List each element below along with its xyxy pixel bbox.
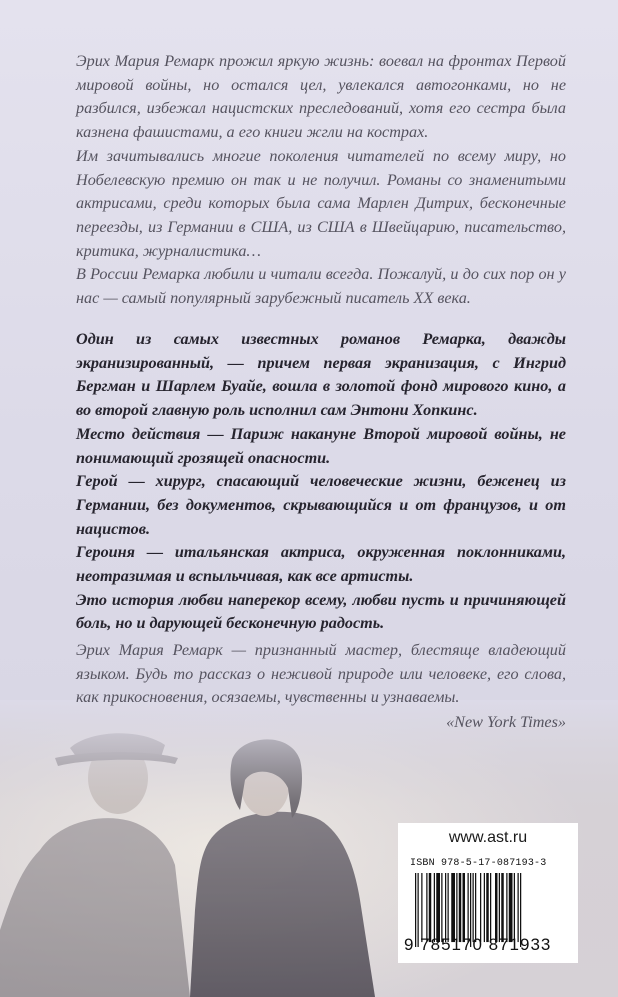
barcode-bar: [421, 873, 422, 942]
barcode-bar: [436, 873, 440, 942]
annotation-paragraph-5: Это история любви наперекор всему, любви пусть и причиняющей боль, но и дарующей бесконечную радость.: [76, 590, 566, 633]
barcode-bar: [514, 873, 515, 942]
barcode-bar: [499, 873, 500, 942]
barcode-panel: [398, 823, 578, 963]
barcode-bar: [459, 873, 462, 942]
annotation-paragraph-2: Место действия — Париж накануне Второй мировой войны, не понимающий грозящей опасности.: [76, 424, 566, 467]
book-annotation: [76, 328, 566, 636]
barcode-bar: [484, 873, 485, 942]
intro-paragraph-1: Эрих Мария Ремарк прожил яркую жизнь: воевал на фронтах Первой мировой войны, но остался цел, увлекался автогонками, но не разбился, избежал нацистских преследований, хотя его сестра была казнена фашистами, а его книги жгли на кострах.: [76, 52, 566, 142]
barcode-bar: [441, 873, 442, 942]
annotation-paragraph-4: Героиня — итальянская актриса, окруженная поклонниками, неотразимая и вспыльчивая, как все артисты.: [76, 543, 566, 586]
review-quote: Эрих Мария Ремарк — признанный мастер, блестяще владеющий языком. Будь то рассказ о неживой природе или человеке, его слова, как прикосновения, осязаемы, чувственны и узнаваемы.: [76, 641, 566, 707]
barcode-bar: [456, 873, 457, 942]
barcode-bar: [463, 873, 466, 942]
author-intro: [76, 50, 566, 311]
barcode-bar: [495, 873, 498, 942]
barcode-bar: [506, 873, 507, 942]
isbn-label: ISBN 978-5-17-087193-3: [410, 858, 547, 869]
intro-paragraph-3: В России Ремарка любили и читали всегда. Пожалуй, и до сих пор он у нас — самый популярный зарубежный писатель XX века.: [76, 265, 566, 308]
barcode-bar: [468, 873, 469, 942]
barcode-bar: [480, 873, 481, 942]
barcode-bar: [445, 873, 446, 942]
barcode-bar: [475, 873, 476, 942]
barcode-bar: [429, 873, 432, 942]
barcode-bar: [448, 873, 449, 942]
barcode-bar: [434, 873, 435, 942]
barcode-bar: [518, 873, 519, 942]
barcode-bar: [473, 873, 474, 942]
intro-paragraph-2: Им зачитывались многие поколения читателей по всему миру, но Нобелевскую премию он так и не получил. Романы со знаменитыми актрисами, среди которых была сама Марлен Дитрих, бесконечные переезды, из Германии в США, из США в Швейцарию, писательство, критика, журналистика…: [76, 146, 566, 260]
barcode-bar: [426, 873, 427, 942]
barcode-digits: 9 785170 871933: [404, 935, 552, 954]
annotation-paragraph-1: Один из самых известных романов Ремарка, дважды экранизированный, — причем первая экранизация, с Ингрид Бергман и Шарлем Буайе, вошла в золотой фонд мирового кино, а во второй главную роль исполнил сам Энтони Хопкинс.: [76, 330, 566, 420]
barcode-bar: [490, 873, 491, 942]
barcode-bar: [451, 873, 455, 942]
press-review: [76, 639, 566, 735]
barcode-bar: [509, 873, 513, 942]
barcode-bar: [486, 873, 489, 942]
annotation-paragraph-3: Герой — хирург, спасающий человеческие жизни, беженец из Германии, без документов, скрывающийся и от французов, и от нацистов.: [76, 472, 566, 538]
barcode-bar: [501, 873, 504, 942]
review-source: «New York Times»: [446, 713, 566, 732]
publisher-website: www.ast.ru: [448, 829, 528, 846]
